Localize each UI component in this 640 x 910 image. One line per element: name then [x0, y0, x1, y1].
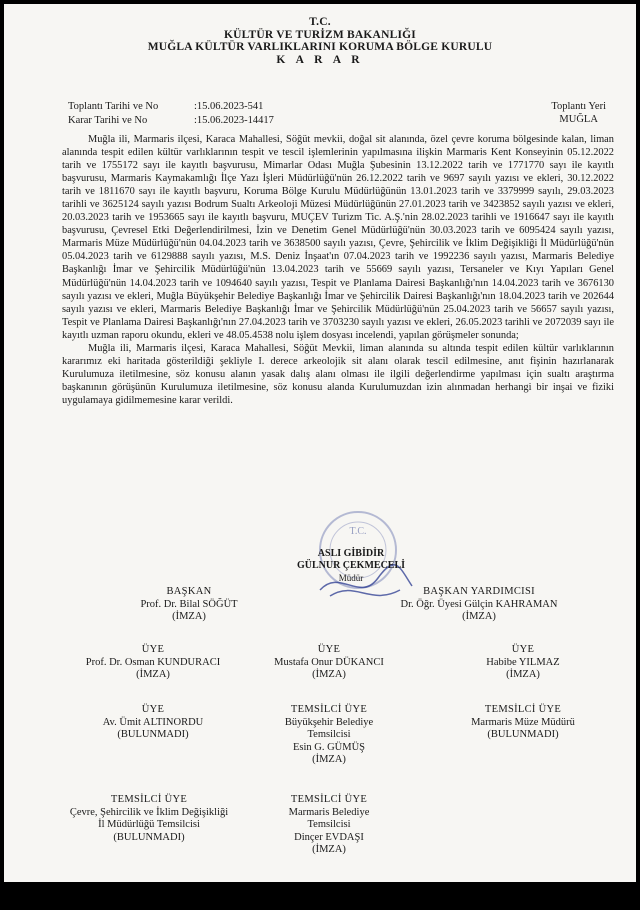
decision-body [62, 133, 614, 407]
signatory-member-1 [58, 644, 248, 682]
certification-block [296, 548, 406, 584]
signatory-name: Av. Ümit ALTINORDU [102, 716, 204, 728]
signatory-representative-4 [244, 794, 414, 857]
decision-document [4, 4, 636, 882]
signatory-status: (İMZA) [172, 611, 206, 622]
signatory-org: Çevre, Şehircilik ve İklim Değişikliği [69, 806, 229, 818]
header-board: MUĞLA KÜLTÜR VARLIKLARINI KORUMA BÖLGE KURULU [147, 41, 493, 53]
signatory-role: ÜYE [141, 644, 165, 655]
signatory-member-3 [448, 644, 598, 682]
signatory-status: (İMZA) [312, 844, 346, 855]
signatory-status: (BULUNMADI) [113, 831, 185, 843]
certify-line-2: GÜLNUR ÇEKMECELİ [296, 560, 406, 571]
signatory-name: Esin G. GÜMÜŞ [292, 741, 366, 753]
certify-line-1: ASLI GİBİDİR [317, 548, 385, 559]
certify-line-3: Müdür [338, 573, 364, 583]
signatory-org: Marmaris Belediye [288, 806, 370, 818]
signatory-role: ÜYE [141, 704, 165, 715]
signatory-representative-3 [34, 794, 264, 844]
signatory-name: Habibe YILMAZ [486, 656, 560, 668]
signatory-role: TEMSİLCİ ÜYE [110, 794, 188, 805]
signatory-title: İl Müdürlüğü Temsilcisi [98, 819, 200, 830]
signatory-name: Prof. Dr. Osman KUNDURACI [85, 656, 221, 668]
signatory-name: Dinçer EVDAŞI [294, 831, 364, 843]
signatory-role: BAŞKAN YARDIMCISI [423, 586, 535, 597]
meeting-place-label: Toplantı Yeri [551, 101, 606, 112]
signatory-member-4 [58, 704, 248, 742]
signatory-name: Dr. Öğr. Üyesi Gülçin KAHRAMAN [400, 598, 558, 610]
signatory-title: Temsilcisi [307, 729, 351, 740]
document-header [4, 16, 636, 66]
decision-date-value: :15.06.2023-14417 [194, 115, 274, 126]
signatory-representative-2 [448, 704, 598, 742]
signatory-chairman [94, 586, 284, 624]
signatory-status: (İMZA) [462, 611, 496, 622]
meeting-date-label: Toplantı Tarihi ve No [68, 101, 159, 112]
signatory-representative-1 [244, 704, 414, 767]
signatory-status: (İMZA) [312, 669, 346, 680]
signatory-name: Prof. Dr. Bilal SÖĞÜT [140, 598, 238, 610]
signatory-status: (BULUNMADI) [117, 729, 189, 740]
seal-text: T.C. [349, 526, 367, 537]
decision-paragraph-2: Muğla ili, Marmaris ilçesi, Karaca Mahallesi, Söğüt Mevkii, liman alanında su altında tespit edilen kültür varlıklarının kararımız eki haritada gösterildiği şekliyle I. derece arkeolojik sit alanı olarak tescil edilmesine, anıt fişinin hazırlanarak Kurulumuza iletilmesine, söz konusu alanın yasak dalış alanı olması ile ilgili değerlendirme yapılması için sualtı araştırma başkanının görüşünün Kurulumuza iletilmesine, söz konusu alanda Kurulumuzdan izin alınmadan herhangi bir inşai ve fiziki uygulamaya gidilmemesine karar verildi. [62, 342, 614, 406]
header-decision: K A R A R [276, 53, 364, 66]
signatory-role: BAŞKAN [166, 586, 212, 597]
signatory-status: (İMZA) [136, 669, 170, 680]
bottom-border [0, 882, 640, 910]
decision-date-label: Karar Tarihi ve No [68, 115, 148, 126]
signatory-title: Temsilcisi [307, 819, 351, 830]
header-tc: T.C. [309, 16, 331, 28]
signatory-name: Mustafa Onur DÜKANCI [274, 656, 384, 668]
signatory-status: (BULUNMADI) [487, 729, 559, 740]
signatory-org: Büyükşehir Belediye [284, 716, 374, 728]
signatory-role: ÜYE [511, 644, 535, 655]
meeting-place-value: MUĞLA [559, 114, 598, 125]
signatory-vice-chairman [374, 586, 584, 624]
header-ministry: KÜLTÜR VE TURİZM BAKANLIĞI [224, 28, 416, 41]
meeting-date-value: :15.06.2023-541 [194, 101, 264, 112]
signatory-role: TEMSİLCİ ÜYE [290, 704, 368, 715]
decision-paragraph-1: Muğla ili, Marmaris ilçesi, Karaca Mahallesi, Söğüt mevkii, doğal sit alanında, özel çevre koruma bölgesinde kalan, liman alanında tespit edilen kültür varlıklarının tespit ve tescil işlemlerinin yapılmasına ilişkin Marmaris Kent Konseyinin 05.12.2022 tarih ve 1755172 sayı ile kayıtlı başvurusu, Mimarlar Odası Muğla Şubesinin 13.12.2022 tarih ve 1771770 sayı ile kayıtlı başvurusu, Marmaris Kaymakamlığı İlçe Yazı İşleri Müdürlüğü'nün 26.12.2022 tarih ve 9697 sayılı yazısı ve ekleri, 30.12.2022 tarih ve 1811670 sayı ile kayıtlı başvuru, Koruma Bölge Kurulu Müdürlüğünün 13.01.2023 tarih ve 3379999 sayılı, 29.03.2023 tarihli ve 3625124 sayılı yazısı Bodrum Sualtı Arkeoloji Müzesi Müdürlüğünün 27.01.2023 tarih ve 3423852 sayılı yazısı ve ekleri, 20.03.2023 tarih ve 1953665 sayı ile kayıtlı başvuru, MUÇEV Turizm Tic. A.Ş.'nin 28.02.2023 tarihli ve 1916647 sayı ile kayıtlı başvurusu, Çevresel Etki Değerlendirilmesi, İzin ve Denetim Genel Müdürlüğü'nün 30.03.2023 tarih ve 6095424 sayılı yazısı, Marmaris Müze Müdürlüğü'nün 04.04.2023 tarih ve 3638500 sayılı yazısı, Çevre, Şehircilik ve İklim Değişikliği İl Müdürlüğü'nün 05.04.2023 tarih ve 6129888 sayılı yazısı, M.S. Deniz İnşaat'ın 07.04.2023 tarih ve 1992236 sayılı yazısı, Marmaris Belediye Başkanlığı İmar ve Şehircilik Müdürlüğü'nün 13.04.2023 tarih ve 55669 sayılı yazısı, Tersaneler ve Kıyı Yapıları Genel Müdürlüğü'nün 14.04.2023 tarih ve 1094640 sayılı yazısı, Tespit ve Planlama Dairesi Başkanlığı'nın 14.04.2023 tarih ve 3676130 sayılı yazısı ve ekleri, Muğla Büyükşehir Belediye Başkanlığı İmar ve Şehircilik Dairesi Başkanlığı'nın 18.04.2023 tarih ve 202644 sayılı yazısı ve ekleri, Marmaris Belediye Başkanlığı İmar ve Şehircilik Müdürlüğü'nün 25.04.2023 tarih ve 56657 sayılı yazısı, Tespit ve Planlama Dairesi Başkanlığı'nın 27.04.2023 tarih ve 3703230 sayılı yazısı ve ekleri, 26.05.2023 tarihli ve 2072039 sayı ile kayıtlı uzman raporu okundu, ekleri ve 48.05.4538 nolu işlem dosyası incelendi, yapılan görüşmeler sonunda; [62, 134, 614, 341]
signatory-role: ÜYE [317, 644, 341, 655]
signatory-status: (İMZA) [312, 754, 346, 765]
signatory-role: TEMSİLCİ ÜYE [484, 704, 562, 715]
signatory-member-2 [244, 644, 414, 682]
meeting-place [551, 100, 606, 126]
signatory-role: TEMSİLCİ ÜYE [290, 794, 368, 805]
signatory-status: (İMZA) [506, 669, 540, 680]
signatory-org: Marmaris Müze Müdürü [471, 716, 575, 728]
